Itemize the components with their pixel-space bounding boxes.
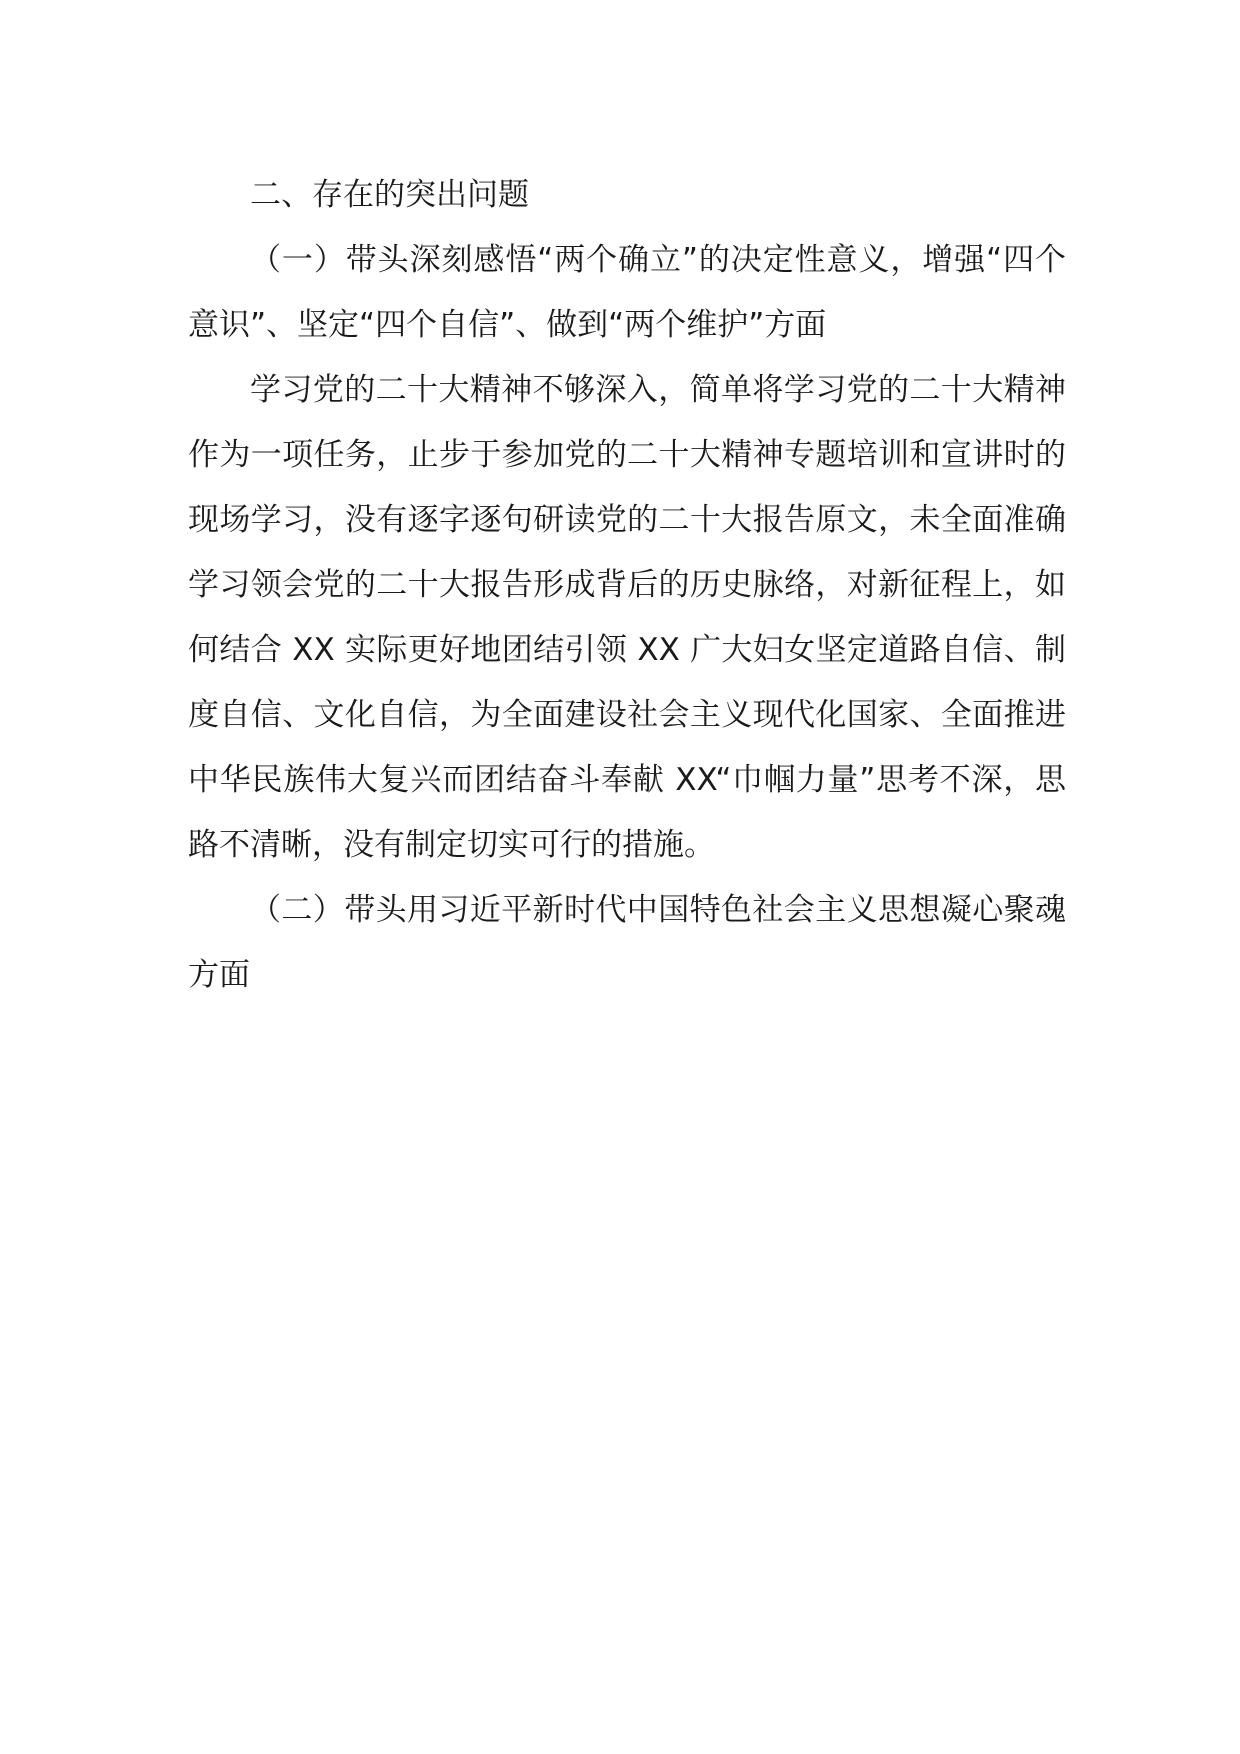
- section-heading: 二、存在的突出问题: [250, 177, 529, 213]
- body-paragraph-1: 学习党的二十大精神不够深入，简单将学习党的二十大精神作为一项任务，止步于参加党的二十大精神专题培训和宣讲时的现场学习，没有逐字逐句研读党的二十大报告原文，未全面准确学习领会党的二十大报告形成背后的历史脉络，对新征程上，如何结合 XX 实际更好地团结引领 XX 广大妇女坚定道路自信、制度自信、文化自信，为全面建设社会主义现代化国家、全面推进中华民族伟大复兴而团结奋斗奉献 XX“巾帼力量”思考不深，思路不清晰，没有制定切实可行的措施。: [188, 372, 1066, 863]
- subsection-heading-1: （一）带头深刻感悟“两个确立”的决定性意义，增强“四个意识”、坚定“四个自信”、做到“两个维护”方面: [188, 242, 1066, 343]
- document-body: [188, 163, 1066, 1008]
- subsection-heading-2: （二）带头用习近平新时代中国特色社会主义思想凝心聚魂方面: [188, 892, 1066, 993]
